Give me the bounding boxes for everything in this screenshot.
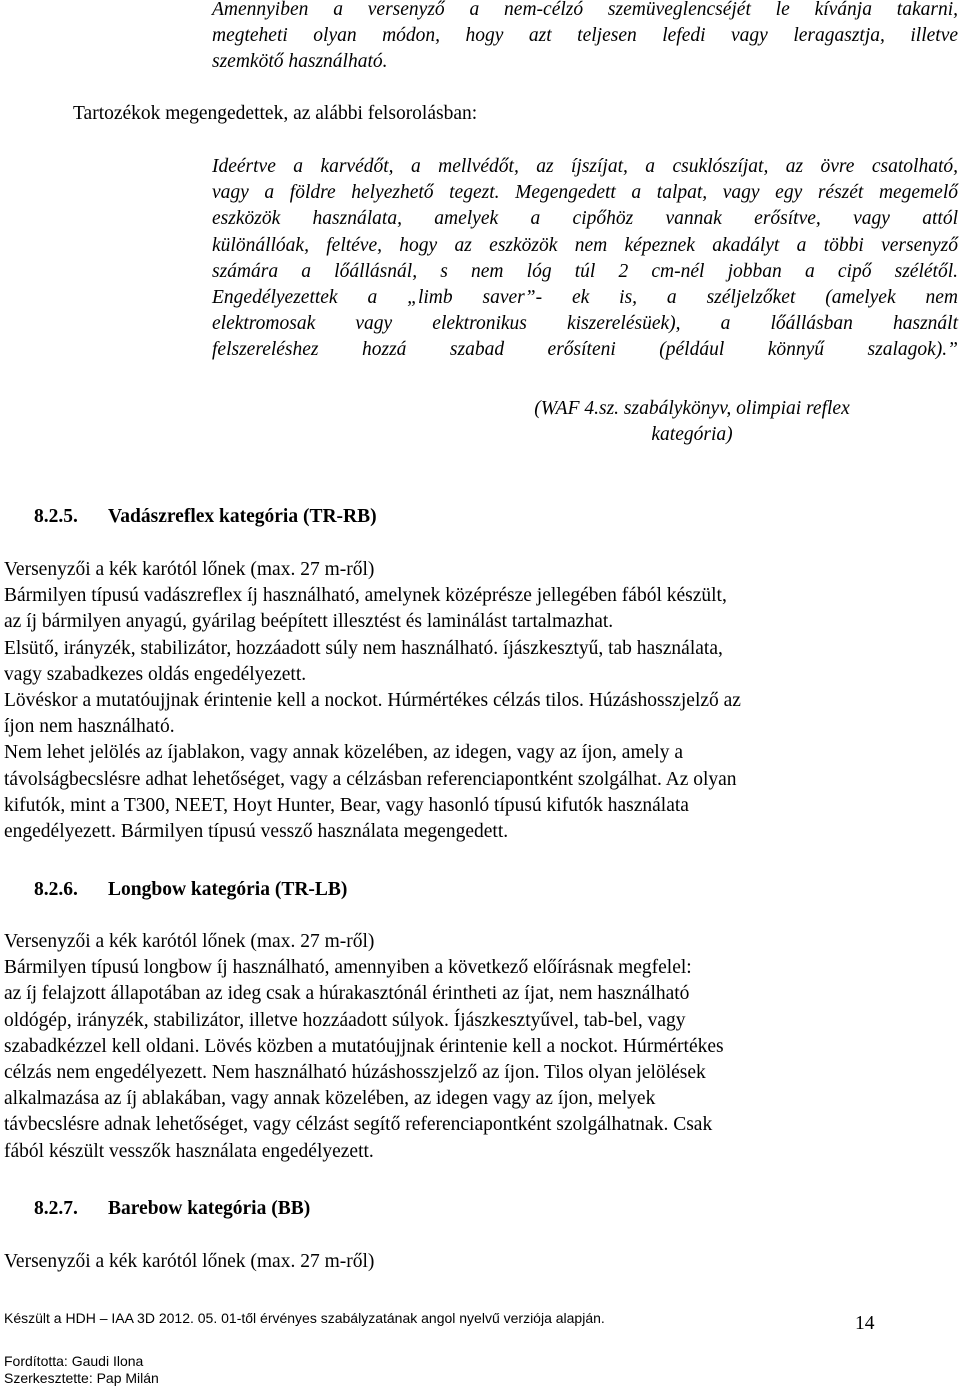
body-line: alkalmazása az íj ablakában, vagy annak közelében, az idegen vagy az íjon, melyek	[4, 1088, 656, 1110]
section-body	[4, 557, 876, 845]
body-line: az íj bármilyen anyagú, gyárilag beépített illesztést és laminálást tartalmazhat.	[4, 611, 614, 633]
quote-line: Ideértve a karvédőt, a mellvédőt, az íjszíjat, a csuklószíjat, az övre csatolható,	[212, 156, 958, 177]
quote-line: eszközök használata, amelyek a cipőhöz vannak erősítve, vagy attól	[212, 208, 958, 230]
accessories-intro: Tartozékok megengedettek, az alábbi felsorolásban:	[73, 103, 478, 124]
section-body	[4, 929, 876, 1165]
accessories-quote	[212, 154, 958, 364]
body-line: Bármilyen típusú longbow íj használható, amennyiben a következő előírásnak megfelel:	[4, 957, 692, 979]
quote-line: különállóak, feltéve, hogy az eszközök nem képeznek akadályt a többi versenyző	[212, 234, 958, 256]
section-heading	[34, 504, 377, 530]
body-line: célzás nem engedélyezett. Nem használható húzáshosszjelző az íjon. Tilos olyan jelölések	[4, 1062, 706, 1084]
section-heading	[34, 877, 347, 903]
quote-line: Engedélyezettek a „limb saver”- ek is, a széljelzőket (amelyek nem	[212, 287, 958, 309]
section-number: 8.2.5.	[34, 506, 78, 527]
quote-line: vagy a földre helyezhető tegezt. Megengedett a talpat, vagy egy részét megemelő	[212, 182, 958, 204]
body-line: Bármilyen típusú vadászreflex íj használható, amelynek középrésze jellegében fából készült,	[4, 585, 727, 607]
body-line: Versenyzői a kék karótól lőnek (max. 27 m-ről)	[4, 1251, 375, 1272]
waf-citation-line: (WAF 4.sz. szabálykönyv, olimpiai reflex	[534, 398, 850, 419]
body-line: szabadkézzel kell oldani. Lövés közben a mutatóujjnak érintenie kell a nockot. Húrmértékes	[4, 1035, 724, 1057]
intro-paragraph	[212, 0, 958, 76]
body-line: oldógép, irányzék, stabilizátor, illetve hozzáadott súlyok. Íjászkesztyűvel, tab-bel, vagy	[4, 1009, 686, 1031]
section-title: Vadászreflex kategória (TR-RB)	[108, 506, 377, 527]
intro-line: Amennyiben a versenyző a nem-célzó szemüveglencséjét le kívánja takarni,	[212, 0, 958, 20]
body-line: íjon nem használható.	[4, 716, 175, 738]
quote-line: számára a lőállásnál, s nem lóg túl 2 cm-nél jobban a cipő szélétől.	[212, 260, 958, 282]
section-heading	[34, 1196, 310, 1222]
body-line: kifutók, mint a T300, NEET, Hoyt Hunter, Bear, vagy hasonló típusú kifutók használata	[4, 794, 689, 816]
section-title: Longbow kategória (TR-LB)	[108, 879, 348, 900]
quote-line: felszereléshez hozzá szabad erősíteni (például könnyű szalagok).”	[212, 339, 958, 361]
section-number: 8.2.6.	[34, 879, 78, 900]
section-title: Barebow kategória (BB)	[108, 1198, 311, 1219]
body-line: Elsütő, irányzék, stabilizátor, hozzáadott súly nem használható. íjászkesztyű, tab használata,	[4, 637, 723, 659]
body-line: Nem lehet jelölés az íjablakon, vagy annak közelében, az idegen, vagy az íjon, amely a	[4, 742, 683, 764]
footer-translator: Fordította: Gaudi Ilona	[4, 1353, 144, 1369]
footer-editor: Szerkesztette: Pap Milán	[4, 1370, 159, 1386]
body-line: Lövéskor a mutatóujjnak érintenie kell a nockot. Húrmértékes célzás tilos. Húzáshosszjelző az	[4, 690, 741, 712]
body-line: engedélyezett. Bármilyen típusú vessző használata megengedett.	[4, 821, 509, 843]
footer-source: Készült a HDH – IAA 3D 2012. 05. 01-től érvényes szabályzatának angol nyelvű verziója alapján.	[4, 1310, 605, 1326]
body-line: távolságbecslésre adhat lehetőséget, vagy a célzásban referenciapontként szolgálhat. Az olyan	[4, 768, 737, 790]
body-line: távbecslésre adnak lehetőséget, vagy célzást segítő referenciapontként szolgálhatnak. Csak	[4, 1114, 713, 1136]
waf-citation-line: kategória)	[651, 424, 733, 446]
body-line: Versenyzői a kék karótól lőnek (max. 27 m-ről)	[4, 931, 375, 952]
body-line: fából készült vesszők használata engedélyezett.	[4, 1140, 374, 1162]
page-number: 14	[855, 1313, 875, 1334]
waf-citation	[482, 396, 902, 448]
section-number: 8.2.7.	[34, 1198, 78, 1219]
intro-line: szemkötő használható.	[212, 51, 388, 73]
body-line: az íj felajzott állapotában az ideg csak a húrakasztónál érintheti az íjat, nem használható	[4, 983, 690, 1005]
quote-line: elektromosak vagy elektronikus kiszerelésüek), a lőállásban használt	[212, 313, 958, 335]
body-line: vagy szabadkezes oldás engedélyezett.	[4, 663, 307, 685]
body-line: Versenyzői a kék karótól lőnek (max. 27 m-ről)	[4, 559, 375, 580]
intro-line: megteheti olyan módon, hogy azt teljesen lefedi vagy leragasztja, illetve	[212, 25, 958, 47]
section-body	[4, 1249, 876, 1275]
